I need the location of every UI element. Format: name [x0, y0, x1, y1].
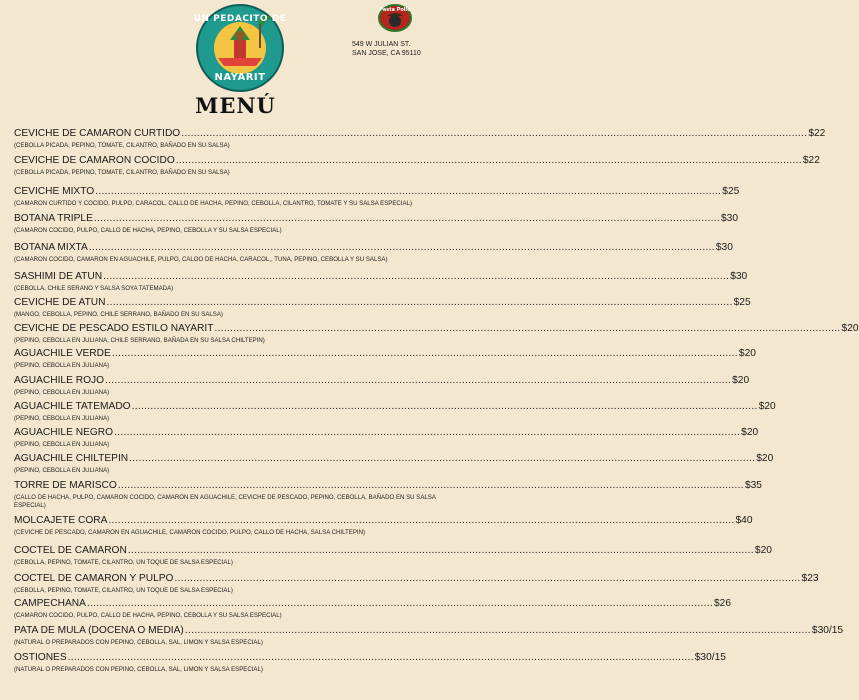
menu-item-leader-dots: ........................................................................................................................................................................................................ [111, 348, 738, 359]
menu-item-leader-dots: ........................................................................................................................................................................................................ [181, 128, 808, 139]
menu-item [14, 573, 819, 595]
menu-item-line [14, 598, 731, 612]
menu-item-price: $22 [808, 128, 826, 139]
menu-item-description: (PEPINO, CEBOLLA EN JULIANA) [14, 467, 110, 474]
menu-item-description: (CAMARON COCIDO, CAMARON EN AGUACHILE, PULPO, CALOO DE HACHA, CARACOL,, TUNA, PEPINO, CEBOLLA Y SU SALSA) [14, 256, 388, 263]
menu-item-price: $20 [841, 323, 859, 334]
menu-item [14, 480, 762, 510]
menu-item-line [14, 573, 819, 587]
menu-item-line [14, 545, 772, 559]
menu-item-price: $30/15 [811, 625, 844, 636]
menu-item-line [14, 213, 738, 227]
menu-item-line [14, 323, 859, 337]
menu-item-line [14, 401, 776, 415]
menu-item-leader-dots: ........................................................................................................................................................................................................ [88, 242, 715, 253]
menu-item-price: $22 [802, 155, 820, 166]
menu-item-description: (CAMARON COCIDO, PULPO, CALLO DE HACHA, PEPINO, CEBOLLA Y SU SALSA ESPECIAL) [14, 612, 282, 619]
menu-item [14, 128, 826, 150]
menu-item-leader-dots: ........................................................................................................................................................................................................ [86, 598, 713, 609]
menu-item-line [14, 625, 844, 639]
menu-item [14, 297, 751, 319]
menu-item-leader-dots: ........................................................................................................................................................................................................ [106, 297, 733, 308]
menu-item-description: (PEPINO, CEBOLLA EN JULIANA) [14, 441, 110, 448]
menu-item-price: $20 [741, 427, 759, 438]
menu-item-description: (CEBOLLA, CHILE SERANO Y SALSA SOYA TATEMADA) [14, 285, 174, 292]
badge-text: Pasta Pollo [379, 7, 411, 13]
menu-item-line [14, 427, 759, 441]
menu-item-name: AGUACHILE NEGRO [14, 427, 114, 438]
menu-item [14, 625, 844, 647]
menu-item-line [14, 348, 756, 362]
menu-item-leader-dots: ........................................................................................................................................................................................................ [131, 401, 758, 412]
menu-item-line [14, 652, 726, 666]
menu-item-description: (CEVICHE DE PESCADO, CAMARON EN AGUACHILE, CAMARON COCIDO, PULPO, CALLO DE HACHA, SALSA CHILTEPIN) [14, 529, 366, 536]
menu-item [14, 427, 759, 449]
menu-item-leader-dots: ........................................................................................................................................................................................................ [117, 480, 744, 491]
menu-item-price: $30 [730, 271, 748, 282]
menu-item-line [14, 453, 774, 467]
menu-item-name: AGUACHILE TATEMADO [14, 401, 131, 412]
menu-item-name: BOTANA MIXTA [14, 242, 88, 253]
menu-item-description: (CAMARON COCIDO, PULPO, CALLO DE HACHA, PEPINO, CEBOLLA Y SU SALSA ESPECIAL) [14, 227, 282, 234]
menu-item [14, 242, 733, 264]
menu-item-description: (CEBOLLA, PEPINO, TOMATE, CILANTRO, UN TOQUE DE SALSA ESPECIAL) [14, 587, 233, 594]
menu-item-description: (CALLO DE HACHA, PULPO, CAMARON COCIDO, CAMARON EN AGUACHILE, CEVICHE DE PESCADO, PEPINO, CEBOLLA, BAÑADO EN SU SALSA ESPECIAL) [14, 494, 436, 509]
menu-item-description: (PEPINO, CEBOLLA EN JULIANA) [14, 389, 110, 396]
menu-item-line [14, 155, 820, 169]
menu-item-leader-dots: ........................................................................................................................................................................................................ [114, 427, 741, 438]
menu-item [14, 453, 774, 475]
menu-item-name: AGUACHILE CHILTEPIN [14, 453, 129, 464]
menu-item-price: $30 [715, 242, 733, 253]
menu-item-name: OSTIONES [14, 652, 67, 663]
menu-item [14, 271, 748, 293]
menu-item [14, 652, 726, 674]
menu-item [14, 545, 772, 567]
menu-item-leader-dots: ........................................................................................................................................................................................................ [174, 573, 801, 584]
menu-item-leader-dots: ........................................................................................................................................................................................................ [129, 453, 756, 464]
menu-item-leader-dots: ........................................................................................................................................................................................................ [184, 625, 811, 636]
address-line-street: 549 W JULIAN ST. [352, 41, 411, 48]
menu-item-name: COCTEL DE CAMARON [14, 545, 127, 556]
brand-badge [378, 4, 412, 32]
menu-item-leader-dots: ........................................................................................................................................................................................................ [105, 375, 732, 386]
menu-item-description: (PEPINO, CEBOLLA EN JULIANA) [14, 415, 110, 422]
address-line-city: SAN JOSE, CA 95110 [352, 50, 421, 57]
menu-item-line [14, 375, 750, 389]
menu-item-leader-dots: ........................................................................................................................................................................................................ [95, 186, 722, 197]
menu-title: MENÚ [195, 93, 276, 118]
menu-item [14, 323, 859, 345]
menu-item [14, 401, 776, 423]
menu-item [14, 348, 756, 370]
menu-item-description: (PEPINO, CEBOLLA EN JULIANA, CHILE SERRANO, BAÑADA EN SU SALSA CHILTEPIN) [14, 337, 265, 344]
menu-item-price: $35 [744, 480, 762, 491]
menu-item-price: $20 [738, 348, 756, 359]
menu-item-description: (CAMARON CURTIDO Y COCIDO, PULPO, CARACOL, CALLO DE HACHA, PEPINO, CEBOLLA, CILANTRO, TOMATE Y SU SALSA ESPECIAL) [14, 200, 413, 207]
menu-item-name: TORRE DE MARISCO [14, 480, 117, 491]
menu-item-price: $30/15 [694, 652, 726, 663]
menu-item [14, 186, 740, 208]
menu-item-description: (CEBOLLA PICADA, PEPINO, TOMATE, CILANTRO, BAÑADO EN SU SALSA) [14, 142, 230, 149]
menu-item-price: $25 [722, 186, 740, 197]
menu-item-name: AGUACHILE ROJO [14, 375, 105, 386]
menu-item-price: $26 [713, 598, 731, 609]
menu-item-name: CEVICHE DE CAMARON COCIDO [14, 155, 175, 166]
menu-item-name: CAMPECHANA [14, 598, 86, 609]
menu-item-description: (MANGO, CEBOLLA, PEPINO, CHILE SERRANO, BAÑADO EN SU SALSA) [14, 311, 223, 318]
menu-item-name: COCTEL DE CAMARON Y PULPO [14, 573, 174, 584]
menu-item-price: $25 [733, 297, 751, 308]
menu-item-line [14, 271, 748, 285]
menu-item [14, 598, 731, 620]
menu-item-line [14, 515, 753, 529]
menu-item-price: $20 [732, 375, 750, 386]
menu-item-price: $20 [754, 545, 772, 556]
menu-item-name: CEVICHE DE CAMARON CURTIDO [14, 128, 181, 139]
menu-item-name: BOTANA TRIPLE [14, 213, 93, 224]
menu-item-line [14, 128, 826, 142]
menu-item-price: $23 [801, 573, 819, 584]
menu-item-leader-dots: ........................................................................................................................................................................................................ [214, 323, 841, 334]
menu-item-name: CEVICHE MIXTO [14, 186, 95, 197]
menu-item-description: (NATURAL O PREPARADOS CON PEPINO, CEBOLLA, SAL, LIMON Y SALSA ESPECIAL) [14, 666, 263, 673]
menu-item [14, 155, 820, 177]
menu-item-price: $20 [756, 453, 774, 464]
restaurant-logo [190, 4, 290, 92]
menu-item-leader-dots: ........................................................................................................................................................................................................ [127, 545, 754, 556]
menu-item-name: SASHIMI DE ATUN [14, 271, 103, 282]
menu-item-line [14, 242, 733, 256]
menu-item-description: (PEPINO, CEBOLLA EN JULIANA) [14, 362, 110, 369]
menu-item-leader-dots: ........................................................................................................................................................................................................ [103, 271, 730, 282]
menu-item-description: (NATURAL O PREPARADOS CON PEPINO, CEBOLLA, SAL, LIMON Y SALSA ESPECIAL) [14, 639, 263, 646]
menu-item-leader-dots: ........................................................................................................................................................................................................ [67, 652, 694, 663]
menu-item-line [14, 480, 762, 494]
menu-item-description: (CEBOLLA, PEPINO, TOMATE, CILANTRO, UN TOQUE DE SALSA ESPECIAL) [14, 559, 233, 566]
menu-item [14, 213, 738, 235]
menu-item-leader-dots: ........................................................................................................................................................................................................ [108, 515, 735, 526]
menu-item-line [14, 297, 751, 311]
menu-item-price: $20 [758, 401, 776, 412]
menu-item-name: AGUACHILE VERDE [14, 348, 111, 359]
menu-item-price: $40 [735, 515, 753, 526]
menu-item-leader-dots: ........................................................................................................................................................................................................ [175, 155, 802, 166]
menu-item-leader-dots: ........................................................................................................................................................................................................ [93, 213, 720, 224]
menu-item-name: CEVICHE DE PESCADO ESTILO NAYARIT [14, 323, 214, 334]
menu-item-line [14, 186, 740, 200]
menu-item-name: PATA DE MULA (DOCENA O MEDIA) [14, 625, 184, 636]
menu-item [14, 515, 753, 537]
menu-item-description: (CEBOLLA PICADA, PEPINO, TOMATE, CILANTRO, BAÑADO EN SU SALSA) [14, 169, 230, 176]
address-block [352, 40, 462, 58]
logo-top-text: UN PEDACITO DE [193, 14, 287, 24]
menu-item-name: CEVICHE DE ATUN [14, 297, 106, 308]
menu-item-name: MOLCAJETE CORA [14, 515, 108, 526]
menu-item-price: $30 [720, 213, 738, 224]
menu-item [14, 375, 750, 397]
logo-bottom-text: NAYARIT [214, 72, 266, 83]
